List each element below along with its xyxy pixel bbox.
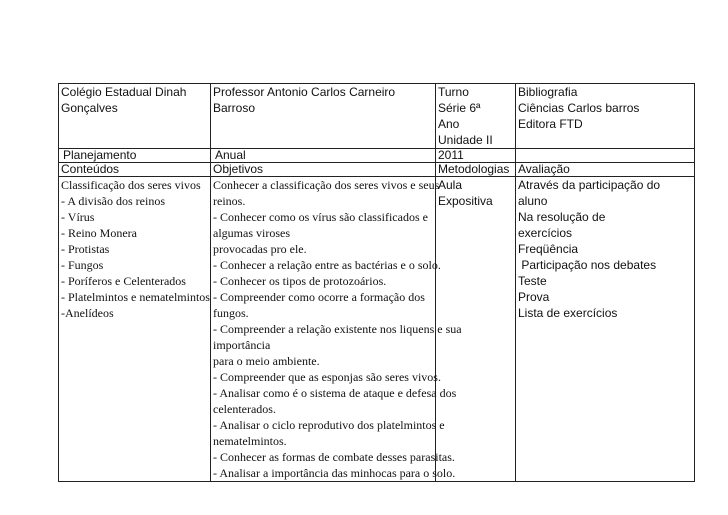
evaluation-line: Participação nos debates <box>518 258 657 272</box>
evaluation-line: Prova <box>518 290 550 304</box>
objective-line: - Compreender a relação existente nos liquens e sua <box>213 322 462 336</box>
evaluation-line: aluno <box>518 194 548 208</box>
planning-label: Planejamento <box>59 149 211 163</box>
period-label: Anual <box>211 149 436 163</box>
bibliography-line: Bibliografia <box>518 85 578 99</box>
objective-line: - Conhecer as formas de combate desses parasitas. <box>213 450 455 464</box>
header-row <box>59 84 695 149</box>
evaluation-heading: Avaliação <box>516 163 695 177</box>
contents-cell <box>59 177 211 482</box>
evaluation-cell <box>516 177 695 482</box>
contents-item: - Vírus <box>61 210 95 224</box>
contents-item: -Anelídeos <box>61 306 114 320</box>
class-info-line: Ano <box>438 117 460 131</box>
objective-line: - Conhecer os tipos de protozoários. <box>213 274 387 288</box>
objective-line: - Compreender como ocorre a formação dos <box>213 290 425 304</box>
evaluation-line: Através da participação do <box>518 178 661 192</box>
plan-row <box>59 149 695 163</box>
bibliography-line: Ciências Carlos barros <box>518 101 640 115</box>
objective-line: Conhecer a classificação dos seres vivos e seus <box>213 178 440 192</box>
contents-item: Classificação dos seres vivos <box>61 178 201 192</box>
class-info-line: Turno <box>438 85 469 99</box>
objective-line: - Analisar como é o sistema de ataque e defesa dos <box>213 386 457 400</box>
bibliography-line: Editora FTD <box>518 117 583 131</box>
objective-line: - Analisar o ciclo reprodutivo dos platelmintos e <box>213 418 445 432</box>
teacher-cell <box>211 84 436 149</box>
objective-line: nematelmintos. <box>213 434 287 448</box>
contents-item: - A divisão dos reinos <box>61 194 165 208</box>
objective-line: importância <box>213 338 271 352</box>
evaluation-line: Freqüência <box>518 242 579 256</box>
evaluation-line: Teste <box>518 274 547 288</box>
methodology-heading: Metodologias <box>436 163 516 177</box>
school-cell <box>59 84 211 149</box>
contents-item: - Reino Monera <box>61 226 137 240</box>
objective-line: - Analisar a importância das minhocas para o solo. <box>213 466 456 480</box>
school-line: Colégio Estadual Dinah <box>61 85 187 99</box>
year-label: 2011 <box>436 149 516 163</box>
evaluation-line: exercícios <box>518 226 573 240</box>
class-info-cell <box>436 84 516 149</box>
objective-line: - Conhecer como os vírus são classificados e <box>213 210 428 224</box>
contents-item: - Protistas <box>61 242 110 256</box>
contents-heading: Conteúdos <box>59 163 211 177</box>
contents-item: - Fungos <box>61 258 104 272</box>
objective-line: celenterados. <box>213 402 276 416</box>
objective-line: para o meio ambiente. <box>213 354 320 368</box>
objective-line: - Compreender que as esponjas são seres vivos. <box>213 370 441 384</box>
teacher-line: Professor Antonio Carlos Carneiro <box>213 85 396 99</box>
objective-line: reinos. <box>213 194 246 208</box>
methodology-line: Expositiva <box>438 194 493 208</box>
objective-line: fungos. <box>213 306 249 320</box>
class-info-line: Série 6ª <box>438 101 481 115</box>
bibliography-cell <box>516 84 695 149</box>
content-row <box>59 177 695 482</box>
empty-cell <box>516 149 695 163</box>
class-info-line: Unidade II <box>438 133 493 147</box>
objective-line: provocadas pro ele. <box>213 242 307 256</box>
contents-item: - Platelmintos e nematelmintos <box>61 290 210 304</box>
objective-line: - Conhecer a relação entre as bactérias e o solo. <box>213 258 441 272</box>
objectives-heading: Objetivos <box>211 163 436 177</box>
evaluation-line: Lista de exercícios <box>518 306 618 320</box>
school-line: Gonçalves <box>61 101 118 115</box>
methodology-line: Aula <box>438 178 463 192</box>
evaluation-line: Na resolução de <box>518 210 606 224</box>
contents-item: - Poríferos e Celenterados <box>61 274 186 288</box>
objective-line: algumas viroses <box>213 226 290 240</box>
teacher-line: Barroso <box>213 101 256 115</box>
planning-table <box>58 83 695 482</box>
headings-row <box>59 163 695 177</box>
